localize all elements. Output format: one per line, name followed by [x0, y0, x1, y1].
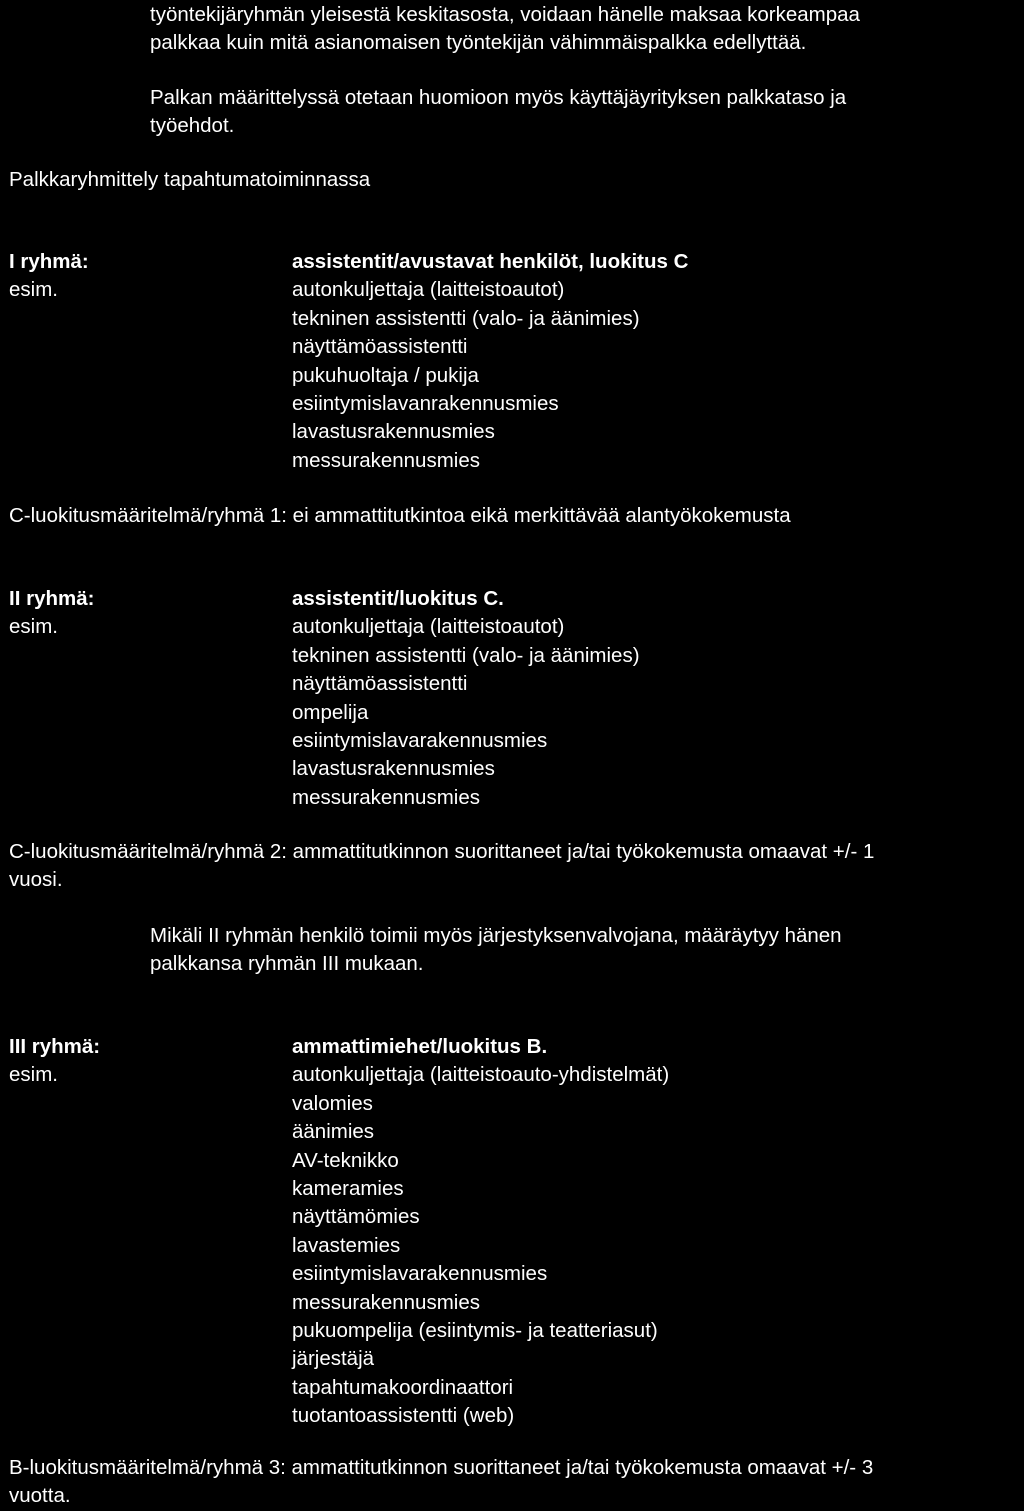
section-title: Palkkaryhmittely tapahtumatoiminnassa: [9, 168, 371, 191]
list-item: autonkuljettaja (laitteistoautot): [292, 278, 565, 302]
group-note: [150, 922, 842, 979]
text-line: B-luokitusmääritelmä/ryhmä 3: ammattitutkinnon suorittaneet ja/tai työkokemusta omaavat +/- 3: [9, 1456, 874, 1479]
group-heading: assistentit/avustavat henkilöt, luokitus C: [292, 250, 689, 273]
text-line: Palkan määrittelyssä otetaan huomioon myös käyttäjäyrityksen palkkataso ja: [150, 86, 847, 109]
list-item: esiintymislavanrakennusmies: [292, 391, 559, 415]
list-item: tekninen assistentti (valo- ja äänimies): [292, 306, 640, 330]
list-item: valomies: [292, 1091, 373, 1115]
list-item: esiintymislavarakennusmies: [292, 1262, 548, 1286]
list-item: äänimies: [292, 1120, 375, 1144]
group-definition: [9, 502, 791, 530]
esim-label: esim.: [9, 278, 58, 302]
group-definition: [9, 838, 874, 895]
list-item: järjestäjä: [292, 1347, 375, 1371]
list-item: näyttämöassistentti: [292, 672, 468, 696]
list-item: messurakennusmies: [292, 785, 480, 809]
intro-paragraph-1: [150, 1, 860, 58]
group-list: [292, 248, 688, 475]
group-list: [292, 1033, 669, 1430]
text-line: vuosi.: [9, 868, 63, 892]
list-item: tuotantoassistentti (web): [292, 1404, 515, 1428]
group-heading: assistentit/luokitus C.: [292, 587, 504, 610]
group-labels: [9, 248, 89, 305]
text-line: C-luokitusmääritelmä/ryhmä 1: ei ammattitutkintoa eikä merkittävää alantyökokemusta: [9, 504, 791, 527]
group-label: II ryhmä:: [9, 587, 95, 610]
list-item: ompelija: [292, 700, 369, 724]
group-heading: ammattimiehet/luokitus B.: [292, 1035, 548, 1058]
list-item: AV-teknikko: [292, 1148, 399, 1172]
esim-label: esim.: [9, 615, 58, 639]
list-item: lavastemies: [292, 1233, 401, 1257]
list-item: lavastusrakennusmies: [292, 757, 495, 781]
text-line: vuotta.: [9, 1484, 71, 1508]
text-line: palkkansa ryhmän III mukaan.: [150, 952, 424, 976]
group-definition: [9, 1454, 873, 1511]
list-item: näyttämöassistentti: [292, 335, 468, 359]
list-item: tapahtumakoordinaattori: [292, 1375, 514, 1399]
text-line: palkkaa kuin mitä asianomaisen työntekijän vähimmäispalkka edellyttää.: [150, 31, 807, 55]
list-item: pukuhuoltaja / pukija: [292, 363, 479, 387]
list-item: näyttämömies: [292, 1205, 420, 1229]
intro-paragraph-2: [150, 84, 846, 141]
text-line: työntekijäryhmän yleisestä keskitasosta, voidaan hänelle maksaa korkeampaa: [150, 3, 860, 26]
list-item: tekninen assistentti (valo- ja äänimies): [292, 643, 640, 667]
list-item: lavastusrakennusmies: [292, 420, 495, 444]
list-item: messurakennusmies: [292, 1290, 480, 1314]
list-item: autonkuljettaja (laitteistoauto-yhdistelmät): [292, 1063, 670, 1087]
group-labels: [9, 585, 94, 642]
group-list: [292, 585, 640, 812]
text-line: C-luokitusmääritelmä/ryhmä 2: ammattitutkinnon suorittaneet ja/tai työkokemusta omaavat +/- 1: [9, 840, 875, 863]
list-item: pukuompelija (esiintymis- ja teatteriasut): [292, 1318, 658, 1342]
text-line: työehdot.: [150, 114, 235, 138]
list-item: esiintymislavarakennusmies: [292, 728, 548, 752]
esim-label: esim.: [9, 1063, 58, 1087]
group-labels: [9, 1033, 100, 1090]
list-item: autonkuljettaja (laitteistoautot): [292, 615, 565, 639]
group-label: I ryhmä:: [9, 250, 89, 273]
list-item: kameramies: [292, 1176, 404, 1200]
group-label: III ryhmä:: [9, 1035, 101, 1058]
text-line: Mikäli II ryhmän henkilö toimii myös järjestyksenvalvojana, määräytyy hänen: [150, 924, 842, 947]
list-item: messurakennusmies: [292, 448, 480, 472]
